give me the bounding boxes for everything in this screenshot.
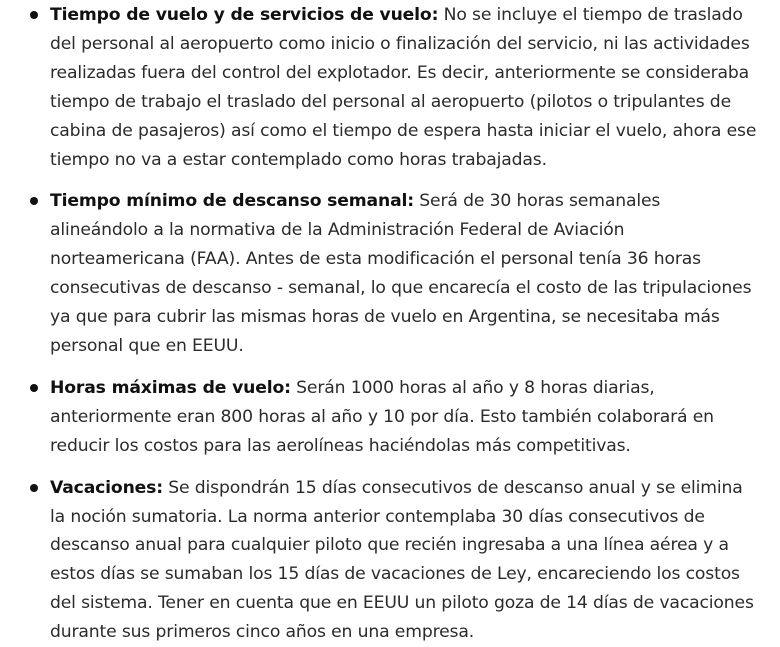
list-item-flight-time <box>50 1 762 174</box>
list-item-vacations <box>50 474 762 647</box>
item-term: Tiempo de vuelo y de servicios de vuelo: <box>50 5 439 25</box>
list-item-max-flight-hours <box>50 374 762 461</box>
item-text: Serán 1000 horas al año y 8 horas diarias, anteriormente eran 800 horas al año y 10 por día. Esto también colaborará en reducir los costos para las aerolíneas haciéndolas más competitivas. <box>50 377 714 456</box>
item-text: Será de 30 horas semanales alineándolo a la normativa de la Administración Federal de Aviación norteamericana (FAA). Antes de esta modificación el personal tenía 36 horas consecutivas de descanso - semanal, lo que encarecía el costo de las tripulaciones ya que para cubrir las mismas horas de vuelo en Argentina, se necesitaba más personal que en EEUU. <box>50 191 752 356</box>
item-term: Tiempo mínimo de descanso semanal: <box>50 191 414 212</box>
item-text: No se incluye el tiempo de traslado del personal al aeropuerto como inicio o finalización del servicio, ni las actividades realizadas fuera del control del explotador. Es decir, anteriormente se consideraba tiempo de trabajo el traslado del personal al aeropuerto (pilotos o tripulantes de cabina de pasajeros) así como el tiempo de espera hasta iniciar el vuelo, ahora ese tiempo no va a estar contemplado como horas trabajadas. <box>50 5 757 170</box>
bullet-list <box>50 1 762 647</box>
item-text: Se dispondrán 15 días consecutivos de descanso anual y se elimina la noción sumatoria. La norma anterior contemplaba 30 días consecutivos de descanso anual para cualquier piloto que recién ingresaba a una línea aérea y a estos días se sumaban los 15 días de vacaciones de Ley, encareciendo los costos del sistema. Tener en cuenta que en EEUU un piloto goza de 14 días de vacaciones durante sus primeros cinco años en una empresa. <box>50 477 754 643</box>
list-item-weekly-rest <box>50 187 762 360</box>
item-term: Vacaciones: <box>50 477 163 498</box>
item-term: Horas máximas de vuelo: <box>50 377 291 398</box>
